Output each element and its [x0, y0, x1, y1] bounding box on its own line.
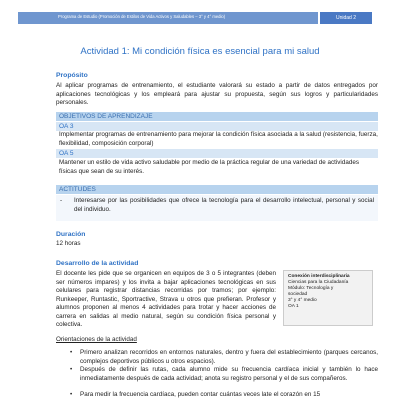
conexion-line: 3° y 4° medio — [288, 298, 317, 303]
conexion-line: Ciencias para la Ciudadanía — [288, 280, 349, 285]
conexion-line: OA 1 — [288, 304, 299, 309]
orientacion-item: Primero analizan recorridos en entornos naturales, dentro y fuera del establecimiento (parques cercanos, complejos deportivos públicos u otros espacios). — [80, 349, 378, 365]
conexion-line: Módulo: Tecnología y — [288, 286, 334, 291]
conexion-line: sociedad — [288, 292, 308, 297]
oa-code: OA 5 — [56, 149, 378, 158]
proposito-text: Al aplicar programas de entrenamiento, el estudiante valorará su estado a partir de datos entregados por aplicaciones tecnológicas y los empleará para ajustar su propuesta, según sus logros y particularidades personales. — [56, 82, 378, 106]
bullet: • — [70, 349, 73, 356]
actitud-text: Interesarse por las posibilidades que ofrece la tecnología para el desarrollo intelectual, personal y social del individuo. — [74, 197, 374, 213]
bullet: • — [70, 391, 73, 398]
proposito-heading: Propósito — [56, 72, 88, 79]
oa-text: Implementar programas de entrenamiento para mejorar la condición física asociada a la salud (resistencia, fuerza, flexibilidad, composición corporal) — [59, 131, 378, 147]
actitud-dash: - — [60, 197, 63, 204]
desarrollo-text: El docente les pide que se organicen en equipos de 3 o 5 integrantes (deben ser números impares) y los invita a bajar aplicaciones tecnológicas en sus celulares para registrar distancias recorridas por tramos; por ejemplo: Runkeeper, Runtastic, Sportractive, Strava u otros que prefieran. Profesor y alumnos proponen al menos 4 actividades para trotar y hacer acciones de carrera en salidas al medio natural, según su condición física personal y colectiva. — [56, 270, 276, 328]
orientaciones-title: Orientaciones de la actividad — [56, 336, 137, 343]
oa-text: Mantener un estilo de vida activo saludable por medio de la práctica regular de una variedad de actividades físicas que sean de su interés. — [59, 159, 359, 175]
objetivos-heading: OBJETIVOS DE APRENDIZAJE — [56, 112, 378, 121]
bullet: • — [70, 366, 73, 373]
duracion-heading: Duración — [56, 231, 86, 238]
unit-tab: Unidad 2 — [320, 12, 372, 24]
conexion-box — [283, 270, 373, 326]
activity-title: Actividad 1: Mi condición física es esencial para mi salud — [80, 46, 320, 57]
oa-code: OA 3 — [56, 122, 378, 131]
duracion-value: 12 horas — [56, 240, 81, 247]
program-title: Programa de Estudio (Promoción de Estilos de Vida Activos y Saludables – 3° y 4° medio) — [58, 14, 226, 19]
desarrollo-heading: Desarrollo de la actividad — [56, 260, 139, 267]
actitudes-heading: ACTITUDES — [56, 185, 378, 194]
orientacion-item: Después de definir las rutas, cada alumno mide su frecuencia cardíaca inicial y también lo hace inmediatamente después de cada actividad; anota su registro personal y el de sus compañeros. — [80, 366, 378, 382]
conexion-title: Conexión interdisciplinaria — [288, 274, 350, 279]
orientacion-item: Para medir la frecuencia cardíaca, pueden contar cuántas veces late el corazón en 15 — [80, 391, 321, 398]
page-header — [0, 0, 400, 30]
